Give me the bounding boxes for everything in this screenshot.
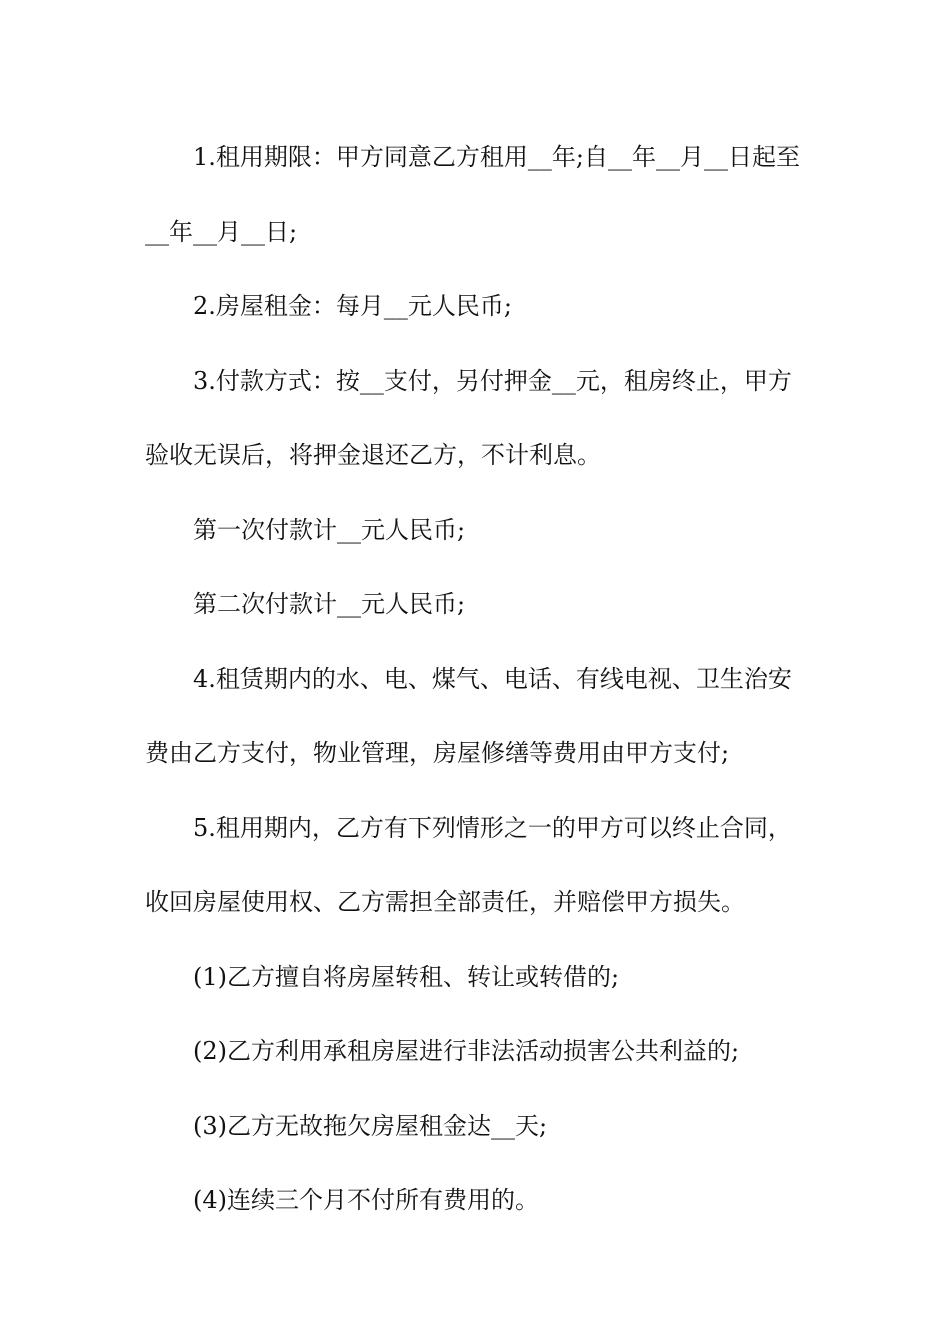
first-payment-line: 第一次付款计__元人民币; [193, 515, 466, 544]
first-payment [145, 493, 810, 568]
clause-4-line-2: 费由乙方支付，物业管理，房屋修缮等费用由甲方支付; [145, 739, 730, 767]
clause-3-payment-method [145, 344, 810, 493]
clause-5-termination [145, 791, 810, 940]
second-payment [145, 567, 810, 642]
termination-item-1 [145, 940, 810, 1015]
document-body [145, 120, 810, 1238]
clause-2-rent [145, 269, 810, 344]
clause-4-utilities [145, 642, 810, 791]
clause-1-line-1: 1.租用期限：甲方同意乙方租用__年;自__年__月__日起至 [193, 143, 800, 171]
clause-2-line-1: 2.房屋租金：每月__元人民币; [193, 292, 512, 320]
termination-item-2-line: (2)乙方利用承租房屋进行非法活动损害公共利益的; [193, 1037, 740, 1065]
termination-item-4-line: (4)连续三个月不付所有费用的。 [193, 1186, 539, 1214]
termination-item-3-line: (3)乙方无故拖欠房屋租金达__天; [193, 1111, 548, 1140]
termination-item-4 [145, 1163, 810, 1238]
clause-5-line-1: 5.租用期内，乙方有下列情形之一的甲方可以终止合同， [193, 813, 792, 842]
termination-item-2 [145, 1014, 810, 1089]
clause-1-line-2: __年__月__日; [145, 217, 298, 246]
clause-1-lease-term [145, 120, 810, 269]
clause-3-line-1: 3.付款方式：按__支付，另付押金__元，租房终止，甲方 [193, 366, 792, 395]
clause-5-line-2: 收回房屋使用权、乙方需担全部责任，并赔偿甲方损失。 [145, 888, 745, 916]
clause-4-line-1: 4.租赁期内的水、电、煤气、电话、有线电视、卫生治安 [193, 664, 792, 693]
termination-item-3 [145, 1089, 810, 1164]
clause-3-line-2: 验收无误后，将押金退还乙方，不计利息。 [145, 441, 601, 469]
termination-item-1-line: (1)乙方擅自将房屋转租、转让或转借的; [193, 962, 620, 991]
second-payment-line: 第二次付款计__元人民币; [193, 590, 466, 618]
